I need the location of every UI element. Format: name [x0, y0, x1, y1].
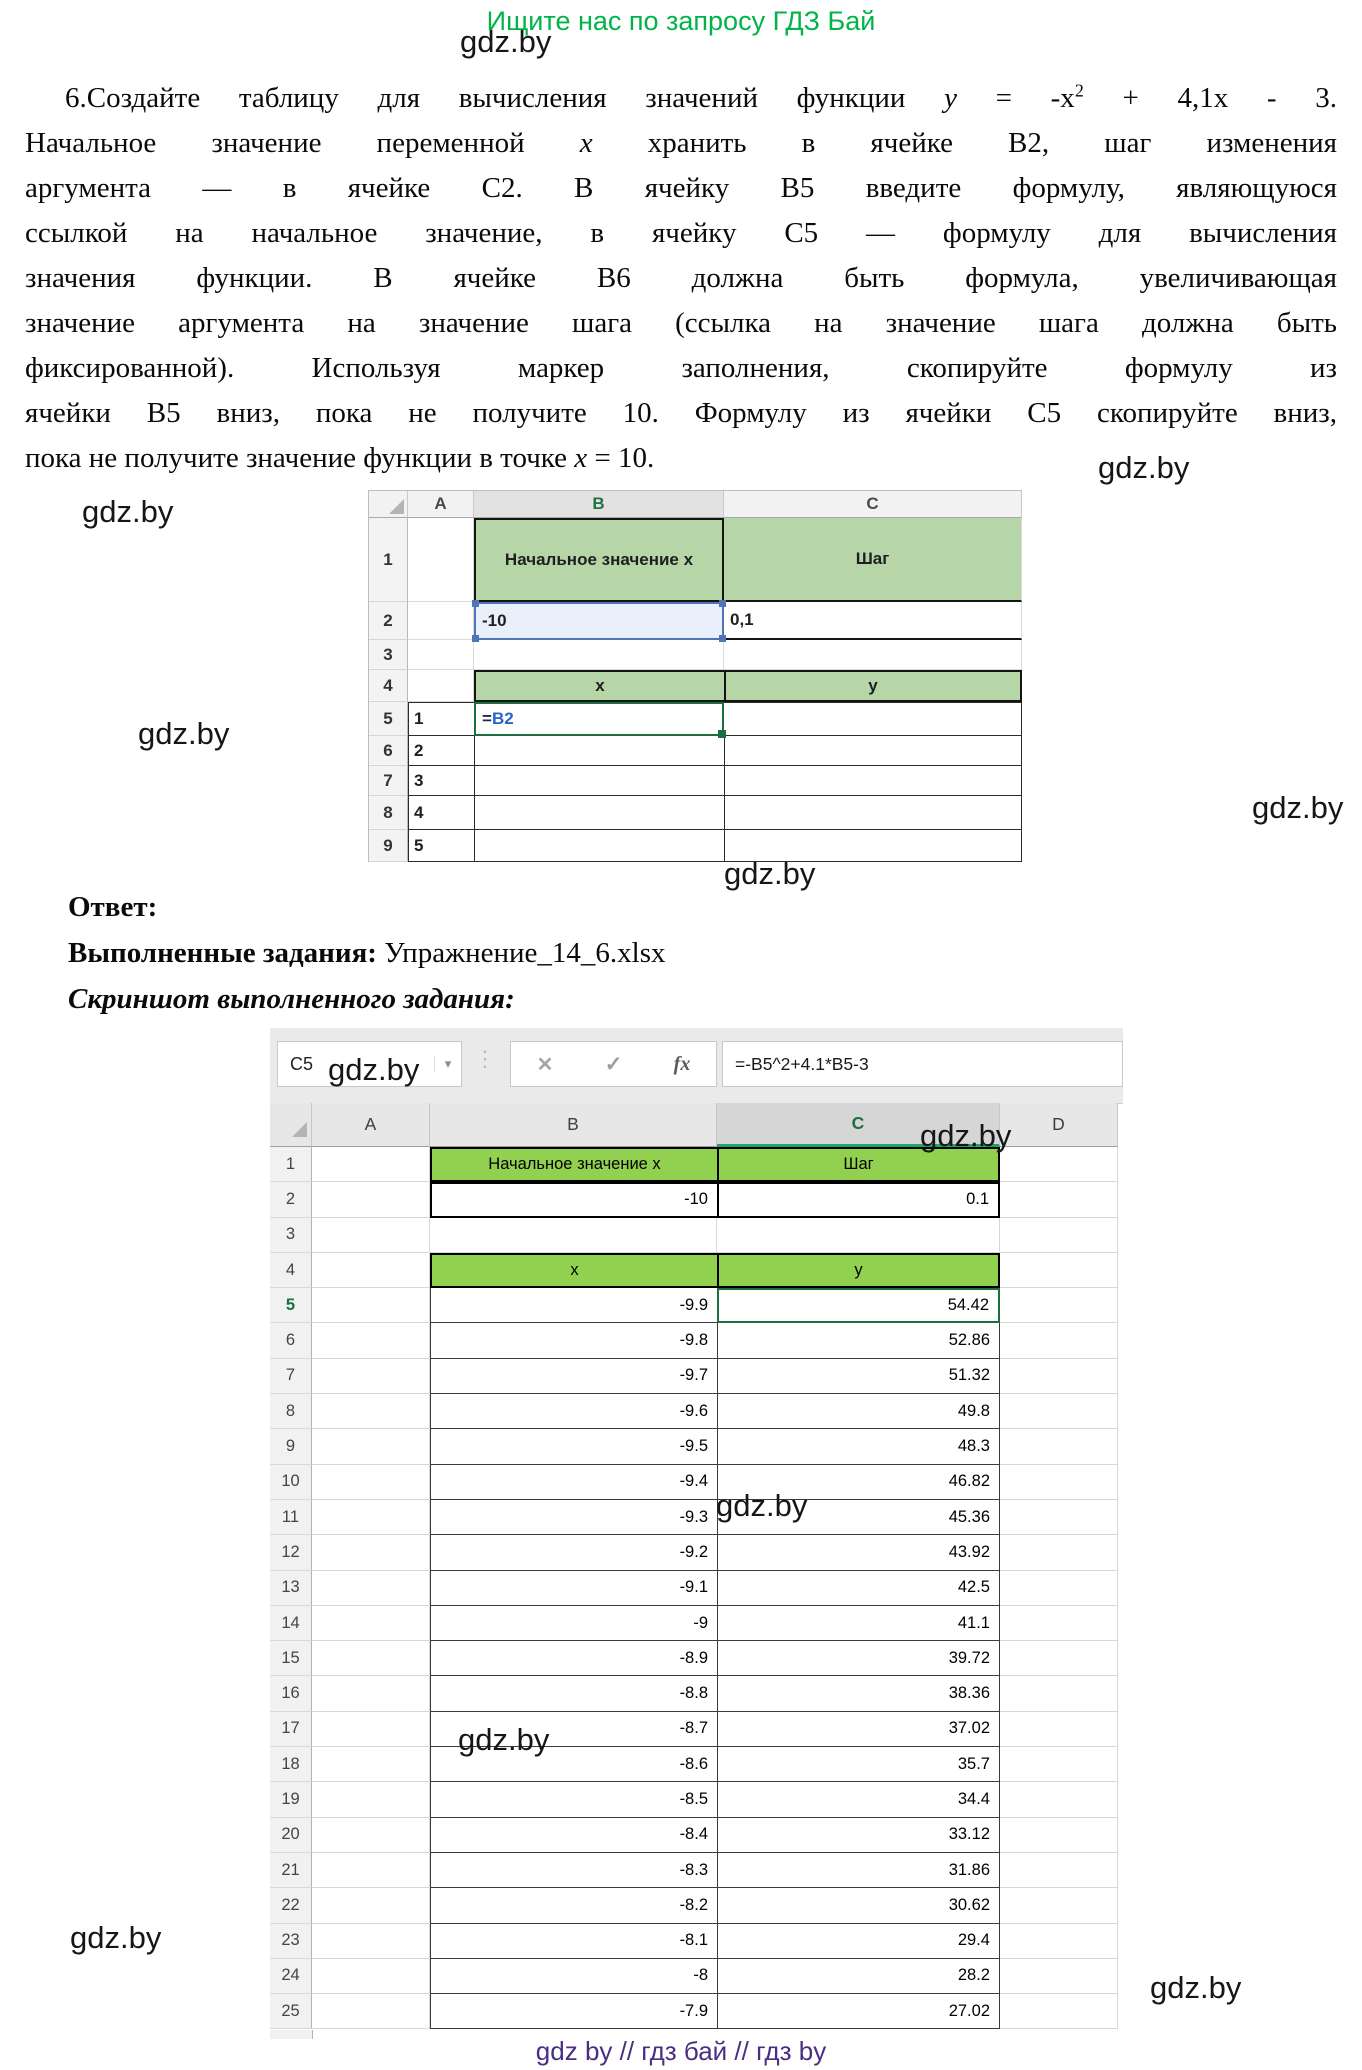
- cell-b6[interactable]: [474, 736, 724, 766]
- cell-d6[interactable]: [1000, 1323, 1118, 1358]
- watermark-gdzby: gdz.by: [138, 716, 230, 751]
- cell-b20[interactable]: -8.4: [430, 1818, 717, 1853]
- cell-a6[interactable]: 2: [408, 736, 474, 766]
- cell-a11[interactable]: [312, 1500, 430, 1535]
- enter-icon[interactable]: ✓: [604, 1052, 623, 1076]
- task-line-6: [25, 301, 1337, 346]
- cell-a2[interactable]: [312, 1182, 430, 1217]
- cell-d20[interactable]: [1000, 1818, 1118, 1853]
- cancel-icon[interactable]: ✕: [536, 1053, 554, 1076]
- task-line-2: [25, 121, 1337, 166]
- cell-a8[interactable]: [312, 1394, 430, 1429]
- row-header-23[interactable]: 23: [270, 1924, 312, 1959]
- cell-a6[interactable]: [312, 1323, 430, 1358]
- site-banner: Ищите нас по запросу ГДЗ Бай: [486, 6, 876, 36]
- cell-d2[interactable]: [1000, 1182, 1118, 1217]
- row-header-6[interactable]: 6: [369, 736, 408, 766]
- cell-c8[interactable]: [724, 796, 1022, 830]
- watermark-gdzby: gdz.by: [1150, 1970, 1242, 2005]
- answer-label: Ответ:: [68, 891, 158, 923]
- cell-d7[interactable]: [1000, 1359, 1118, 1394]
- cell-d16[interactable]: [1000, 1676, 1118, 1711]
- excel-screenshot-result: [270, 1028, 1123, 2040]
- row-header-10[interactable]: 10: [270, 1465, 312, 1500]
- cell-c19[interactable]: 34.4: [717, 1782, 1000, 1817]
- screenshot-label: Скриншот выполненного задания:: [68, 983, 515, 1015]
- row-header-4[interactable]: 4: [270, 1253, 312, 1288]
- task-line-3-seg-1: аргумента — в ячейке C2. В ячейку B5 введите формулу, являющуюся: [25, 172, 1337, 204]
- task-line-4: [25, 211, 1337, 256]
- cell-a1[interactable]: [408, 518, 474, 602]
- task-line-9-seg-1: пока не получите значение функции в точке: [25, 442, 575, 474]
- cell-a18[interactable]: [312, 1747, 430, 1782]
- cell-a3[interactable]: [312, 1218, 430, 1253]
- selection-handle[interactable]: [719, 635, 726, 642]
- column-header-b[interactable]: B: [474, 491, 724, 518]
- cell-c22[interactable]: 30.62: [717, 1888, 1000, 1923]
- task-line-7: [25, 346, 1337, 391]
- sheet1-row-7: [369, 766, 1022, 796]
- row-header-15[interactable]: 15: [270, 1641, 312, 1676]
- cell-a22[interactable]: [312, 1888, 430, 1923]
- cell-b2-selected[interactable]: [474, 602, 724, 640]
- task-line-8-seg-1: ячейки B5 вниз, пока не получите 10. Формулу из ячейки C5 скопируйте вниз,: [25, 397, 1337, 429]
- column-header-b[interactable]: B: [430, 1103, 717, 1147]
- select-all-corner[interactable]: [369, 491, 408, 518]
- sheet2-row-12: [270, 1535, 1118, 1570]
- cell-d18[interactable]: [1000, 1747, 1118, 1782]
- watermark-gdzby: gdz.by: [724, 856, 816, 891]
- cell-b21[interactable]: -8.3: [430, 1853, 717, 1888]
- cell-b9[interactable]: [474, 830, 724, 862]
- row-header-25[interactable]: 25: [270, 1994, 312, 2029]
- sheet2-row-24: [270, 1959, 1118, 1994]
- cell-c17[interactable]: 37.02: [717, 1712, 1000, 1747]
- cell-b5[interactable]: -9.9: [430, 1288, 717, 1323]
- cell-a17[interactable]: [312, 1712, 430, 1747]
- cell-b13[interactable]: -9.1: [430, 1571, 717, 1606]
- sheet2-row-17: [270, 1712, 1118, 1747]
- cell-a13[interactable]: [312, 1571, 430, 1606]
- sheet1-row-5: [369, 702, 1022, 736]
- cell-d10[interactable]: [1000, 1465, 1118, 1500]
- cell-c6[interactable]: [724, 736, 1022, 766]
- cell-b7[interactable]: [474, 766, 724, 796]
- cell-d21[interactable]: [1000, 1853, 1118, 1888]
- cell-b24[interactable]: -8: [430, 1959, 717, 1994]
- cell-a9[interactable]: [312, 1429, 430, 1464]
- sheet2-row-18: [270, 1747, 1118, 1782]
- cell-a1[interactable]: [312, 1147, 430, 1182]
- task-line-2-seg-2: x: [579, 127, 593, 159]
- row-header-20[interactable]: 20: [270, 1818, 312, 1853]
- cell-c4[interactable]: y: [724, 670, 1022, 702]
- task-line-1-seg-3: = -x: [956, 82, 1075, 114]
- cell-a9[interactable]: 5: [408, 830, 474, 862]
- cell-b1[interactable]: Начальное значение x: [474, 518, 724, 602]
- cell-a7[interactable]: 3: [408, 766, 474, 796]
- row-header-21[interactable]: 21: [270, 1853, 312, 1888]
- sheet1-row-9: [369, 830, 1022, 862]
- row-header-9[interactable]: 9: [369, 830, 408, 862]
- sheet2-row-16: [270, 1676, 1118, 1711]
- task-line-8: [25, 391, 1337, 436]
- cell-c7[interactable]: 51.32: [717, 1359, 1000, 1394]
- task-line-1-seg-5: + 4,1x - 3.: [1083, 82, 1337, 114]
- cell-b2[interactable]: -10: [430, 1182, 717, 1217]
- cell-c7[interactable]: [724, 766, 1022, 796]
- row-header-22[interactable]: 22: [270, 1888, 312, 1923]
- task-line-5: [25, 256, 1337, 301]
- cell-d3[interactable]: [1000, 1218, 1118, 1253]
- row-header-2[interactable]: 2: [369, 602, 408, 640]
- cell-d23[interactable]: [1000, 1924, 1118, 1959]
- cell-b16[interactable]: -8.8: [430, 1676, 717, 1711]
- formula-text: =-B5^2+4.1*B5-3: [735, 1053, 869, 1074]
- cell-c13[interactable]: 42.5: [717, 1571, 1000, 1606]
- cell-d4[interactable]: [1000, 1253, 1118, 1288]
- cell-c15[interactable]: 39.72: [717, 1641, 1000, 1676]
- cell-b18[interactable]: -8.6: [430, 1747, 717, 1782]
- task-line-4-seg-1: ссылкой на начальное значение, в ячейку C5 — формулу для вычисления: [25, 217, 1337, 249]
- task-line-1: [25, 76, 1337, 121]
- cell-a16[interactable]: [312, 1676, 430, 1711]
- row-header-4[interactable]: 4: [369, 670, 408, 702]
- cell-a7[interactable]: [312, 1359, 430, 1394]
- cell-a23[interactable]: [312, 1924, 430, 1959]
- watermark-gdzby: gdz.by: [716, 1488, 808, 1523]
- column-header-a[interactable]: A: [408, 491, 474, 518]
- cell-b4[interactable]: x: [430, 1253, 717, 1288]
- row-header-9[interactable]: 9: [270, 1429, 312, 1464]
- sheet1-row-8: [369, 796, 1022, 830]
- formula-bar-separator: ⋮: [474, 1046, 496, 1071]
- cell-d19[interactable]: [1000, 1782, 1118, 1817]
- cell-c23[interactable]: 29.4: [717, 1924, 1000, 1959]
- cell-b3[interactable]: [474, 640, 724, 670]
- cell-b22[interactable]: -8.2: [430, 1888, 717, 1923]
- cell-c10[interactable]: 46.82: [717, 1465, 1000, 1500]
- task-line-1-seg-4: 2: [1074, 80, 1084, 101]
- formula-input[interactable]: [722, 1041, 1123, 1087]
- task-line-1-seg-2: y: [944, 82, 957, 114]
- sheet2-row-4: [270, 1253, 1118, 1288]
- cell-a2[interactable]: [408, 602, 474, 640]
- answer-block: [68, 884, 666, 1022]
- row-header-2[interactable]: 2: [270, 1182, 312, 1217]
- watermark-gdzby: gdz.by: [82, 494, 174, 529]
- cell-a3[interactable]: [408, 640, 474, 670]
- row-header-12[interactable]: 12: [270, 1535, 312, 1570]
- select-all-triangle-icon: [292, 1122, 307, 1137]
- selection-handle[interactable]: [719, 600, 726, 607]
- task-line-3: [25, 166, 1337, 211]
- sheet2-row-11: [270, 1500, 1118, 1535]
- sheet2-row-13: [270, 1571, 1118, 1606]
- sheet2-row-3: [270, 1218, 1118, 1253]
- watermark-gdzby: gdz.by: [458, 1722, 550, 1757]
- column-header-c[interactable]: C: [724, 491, 1022, 518]
- done-tasks-filename: Упражнение_14_6.xlsx: [376, 937, 666, 969]
- cell-a25[interactable]: [312, 1994, 430, 2029]
- cell-b2-value: -10: [482, 611, 507, 630]
- cell-b8[interactable]: [474, 796, 724, 830]
- row-header-18[interactable]: 18: [270, 1747, 312, 1782]
- cell-b3[interactable]: [430, 1218, 717, 1253]
- cell-d15[interactable]: [1000, 1641, 1118, 1676]
- sheet2-row-22: [270, 1888, 1118, 1923]
- cell-d13[interactable]: [1000, 1571, 1118, 1606]
- column-header-a[interactable]: A: [312, 1103, 430, 1147]
- cell-c21[interactable]: 31.86: [717, 1853, 1000, 1888]
- select-all-triangle-icon: [389, 499, 404, 514]
- task-text: [25, 76, 1337, 481]
- cell-c12[interactable]: 43.92: [717, 1535, 1000, 1570]
- sheet2-row-23: [270, 1924, 1118, 1959]
- watermark-gdzby: gdz.by: [1098, 450, 1190, 485]
- sheet1-row-2: [369, 602, 1022, 640]
- cell-d14[interactable]: [1000, 1606, 1118, 1641]
- cell-c3[interactable]: [717, 1218, 1000, 1253]
- cell-a10[interactable]: [312, 1465, 430, 1500]
- sheet2-row-2: [270, 1182, 1118, 1217]
- sheet2-row-20: [270, 1818, 1118, 1853]
- cell-c16[interactable]: 38.36: [717, 1676, 1000, 1711]
- cell-d1[interactable]: [1000, 1147, 1118, 1182]
- sheet2-row-15: [270, 1641, 1118, 1676]
- insert-function-icon[interactable]: fx: [673, 1052, 691, 1075]
- cell-b5-selected[interactable]: [474, 702, 724, 736]
- cell-b1[interactable]: Начальное значение x: [430, 1147, 717, 1182]
- cell-b4[interactable]: x: [474, 670, 724, 702]
- cell-c14[interactable]: 41.1: [717, 1606, 1000, 1641]
- excel-screenshot-task: [368, 490, 1022, 862]
- cell-c1[interactable]: Шаг: [717, 1147, 1000, 1182]
- cell-a8[interactable]: 4: [408, 796, 474, 830]
- row-header-5[interactable]: 5: [369, 702, 408, 736]
- fill-handle[interactable]: [718, 730, 726, 738]
- cell-b23[interactable]: -8.1: [430, 1924, 717, 1959]
- cell-d22[interactable]: [1000, 1888, 1118, 1923]
- cell-c1[interactable]: Шаг: [724, 518, 1022, 602]
- row-header-7[interactable]: 7: [270, 1359, 312, 1394]
- cell-c2[interactable]: 0.1: [717, 1182, 1000, 1217]
- task-line-9-seg-2: x: [574, 442, 588, 474]
- cell-c9[interactable]: 48.3: [717, 1429, 1000, 1464]
- name-box-dropdown-icon[interactable]: ▾: [434, 1056, 461, 1072]
- cell-b17[interactable]: -8.7: [430, 1712, 717, 1747]
- sheet2-row-25: [270, 1994, 1118, 2029]
- sheet1-row-4: [369, 670, 1022, 702]
- row-header-14[interactable]: 14: [270, 1606, 312, 1641]
- sheet2-row-5: [270, 1288, 1118, 1323]
- cell-c8[interactable]: 49.8: [717, 1394, 1000, 1429]
- sheet1-row-6: [369, 736, 1022, 766]
- row-header-13[interactable]: 13: [270, 1571, 312, 1606]
- row-header-7[interactable]: 7: [369, 766, 408, 796]
- column-header-d[interactable]: D: [1000, 1103, 1118, 1147]
- cell-a4[interactable]: [408, 670, 474, 702]
- sheet1-column-header-row: [369, 491, 1022, 518]
- formula-buttons: [510, 1041, 717, 1087]
- sheet1-row-3: [369, 640, 1022, 670]
- row-header-8[interactable]: 8: [270, 1394, 312, 1429]
- cell-a20[interactable]: [312, 1818, 430, 1853]
- cell-b10[interactable]: -9.4: [430, 1465, 717, 1500]
- cell-b11[interactable]: -9.3: [430, 1500, 717, 1535]
- task-line-2-seg-1: Начальное значение переменной: [25, 127, 580, 159]
- row-header-11[interactable]: 11: [270, 1500, 312, 1535]
- row-header-24[interactable]: 24: [270, 1959, 312, 1994]
- cell-c6[interactable]: 52.86: [717, 1323, 1000, 1358]
- sheet1-row-1: [369, 518, 1022, 602]
- sheet2-row-8: [270, 1394, 1118, 1429]
- watermark-gdzby: gdz.by: [460, 24, 552, 59]
- cell-a5[interactable]: 1: [408, 702, 474, 736]
- cell-b15[interactable]: -8.9: [430, 1641, 717, 1676]
- cell-c5-selected[interactable]: 54.42: [717, 1288, 1000, 1323]
- cell-c18[interactable]: 35.7: [717, 1747, 1000, 1782]
- cell-d11[interactable]: [1000, 1500, 1118, 1535]
- cell-b12[interactable]: -9.2: [430, 1535, 717, 1570]
- footer-links[interactable]: gdz by // гдз бай // гдз by: [535, 2036, 827, 2066]
- row-header-1[interactable]: 1: [369, 518, 408, 602]
- cell-d25[interactable]: [1000, 1994, 1118, 2029]
- cell-a14[interactable]: [312, 1606, 430, 1641]
- task-line-5-seg-1: значения функции. В ячейке B6 должна быть формула, увеличивающая: [25, 262, 1337, 294]
- cell-a4[interactable]: [312, 1253, 430, 1288]
- cell-a19[interactable]: [312, 1782, 430, 1817]
- row-header-5[interactable]: 5: [270, 1288, 312, 1323]
- cell-c25[interactable]: 27.02: [717, 1994, 1000, 2029]
- cell-d5[interactable]: [1000, 1288, 1118, 1323]
- cell-b5-equals: =: [482, 709, 492, 728]
- sheet2-row-7: [270, 1359, 1118, 1394]
- row-header-1[interactable]: 1: [270, 1147, 312, 1182]
- task-line-2-seg-3: хранить в ячейке B2, шаг изменения: [592, 127, 1338, 159]
- cell-b9[interactable]: -9.5: [430, 1429, 717, 1464]
- cell-a5[interactable]: [312, 1288, 430, 1323]
- row-header-3[interactable]: 3: [270, 1218, 312, 1253]
- cell-c2[interactable]: 0,1: [724, 602, 1022, 640]
- cell-a21[interactable]: [312, 1853, 430, 1888]
- column-header-c[interactable]: C: [717, 1103, 1000, 1147]
- row-header-17[interactable]: 17: [270, 1712, 312, 1747]
- cell-d24[interactable]: [1000, 1959, 1118, 1994]
- selection-handle[interactable]: [472, 635, 479, 642]
- cell-c11[interactable]: 45.36: [717, 1500, 1000, 1535]
- sheet2-row-19: [270, 1782, 1118, 1817]
- cell-d8[interactable]: [1000, 1394, 1118, 1429]
- task-line-1-seg-1: 6.Создайте таблицу для вычисления значений функции: [65, 82, 945, 114]
- cell-c5[interactable]: [724, 702, 1022, 736]
- sheet2-row-14: [270, 1606, 1118, 1641]
- cell-b25[interactable]: -7.9: [430, 1994, 717, 2029]
- sheet2-grid: [270, 1147, 1118, 2029]
- cell-a12[interactable]: [312, 1535, 430, 1570]
- task-line-9-seg-3: = 10.: [587, 442, 655, 474]
- task-line-6-seg-1: значение аргумента на значение шага (ссылка на значение шага должна быть: [25, 307, 1337, 339]
- watermark-gdzby: gdz.by: [328, 1052, 420, 1087]
- cell-b5-formula: B2: [491, 709, 514, 728]
- name-box-value: C5: [290, 1053, 314, 1074]
- select-all-corner[interactable]: [270, 1103, 312, 1147]
- row-header-8[interactable]: 8: [369, 796, 408, 830]
- row-header-6[interactable]: 6: [270, 1323, 312, 1358]
- cell-a24[interactable]: [312, 1959, 430, 1994]
- cell-b19[interactable]: -8.5: [430, 1782, 717, 1817]
- done-tasks-label: Выполненные задания:: [68, 937, 377, 969]
- cell-c4[interactable]: y: [717, 1253, 1000, 1288]
- cell-b14[interactable]: -9: [430, 1606, 717, 1641]
- row-header-19[interactable]: 19: [270, 1782, 312, 1817]
- cell-b8[interactable]: -9.6: [430, 1394, 717, 1429]
- cell-c20[interactable]: 33.12: [717, 1818, 1000, 1853]
- watermark-gdzby: gdz.by: [1252, 790, 1344, 825]
- sheet2-row-6: [270, 1323, 1118, 1358]
- row-header-16[interactable]: 16: [270, 1676, 312, 1711]
- cell-d17[interactable]: [1000, 1712, 1118, 1747]
- cell-c3[interactable]: [724, 640, 1022, 670]
- cell-b7[interactable]: -9.7: [430, 1359, 717, 1394]
- watermark-gdzby: gdz.by: [920, 1118, 1012, 1153]
- selection-handle[interactable]: [472, 600, 479, 607]
- cell-d9[interactable]: [1000, 1429, 1118, 1464]
- sheet2-row-10: [270, 1465, 1118, 1500]
- row-header-3[interactable]: 3: [369, 640, 408, 670]
- cell-b6[interactable]: -9.8: [430, 1323, 717, 1358]
- task-line-7-seg-1: фиксированной). Используя маркер заполнения, скопируйте формулу из: [25, 352, 1337, 384]
- watermark-gdzby: gdz.by: [70, 1920, 162, 1955]
- cell-d12[interactable]: [1000, 1535, 1118, 1570]
- sheet2-row-9: [270, 1429, 1118, 1464]
- cell-a15[interactable]: [312, 1641, 430, 1676]
- sheet2-row-21: [270, 1853, 1118, 1888]
- cell-c24[interactable]: 28.2: [717, 1959, 1000, 1994]
